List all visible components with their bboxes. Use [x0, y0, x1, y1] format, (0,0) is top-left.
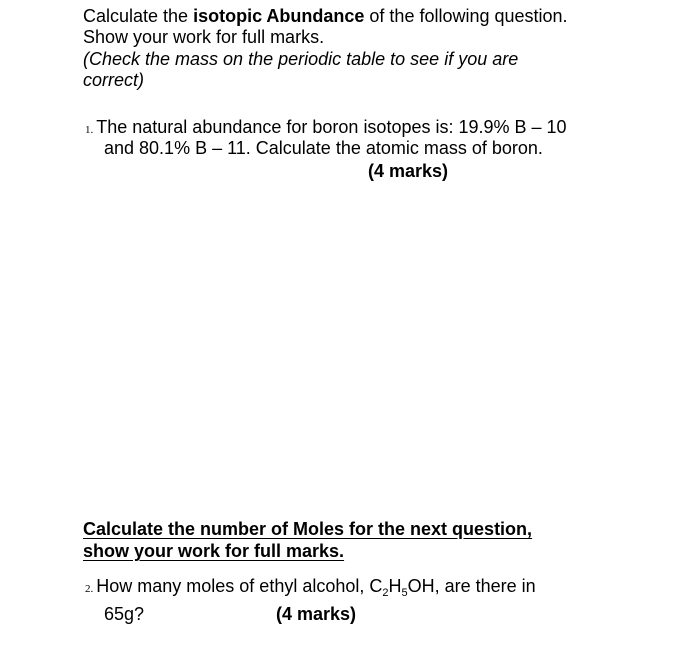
- section-2-heading-line-1: Calculate the number of Moles for the next question,: [83, 519, 533, 539]
- intro-text-pre: Calculate the: [83, 6, 194, 26]
- question-1-marks: (4 marks): [368, 161, 449, 181]
- intro-line-2: Show your work for full marks.: [83, 27, 325, 47]
- intro-bold-term: isotopic Abundance: [193, 6, 365, 26]
- intro-line-3: (Check the mass on the periodic table to see if you are: [83, 49, 519, 69]
- section-2-heading-line-2: show your work for full marks.: [83, 541, 345, 561]
- question-2-subscript-2: 5: [401, 587, 408, 599]
- question-2-line-2: 65g?: [104, 604, 145, 624]
- question-1-line-2: and 80.1% B – 11. Calculate the atomic mass of boron.: [104, 138, 543, 158]
- question-2-text-post: OH, are there in: [407, 576, 536, 596]
- intro-line-1: [83, 5, 568, 27]
- question-2-text-pre: How many moles of ethyl alcohol, C: [96, 576, 383, 596]
- question-2-subscript-1: 2: [382, 587, 389, 599]
- question-2-number: 2.: [85, 583, 94, 595]
- question-2-text-mid: H: [388, 576, 402, 596]
- intro-text-post: of the following question.: [364, 6, 568, 26]
- question-2-line-1: [85, 575, 536, 600]
- intro-line-4: correct): [83, 70, 145, 90]
- question-1-number: 1.: [85, 124, 94, 136]
- question-1-text: The natural abundance for boron isotopes is: 19.9% B – 10: [96, 117, 567, 137]
- question-2-marks: (4 marks): [276, 604, 357, 624]
